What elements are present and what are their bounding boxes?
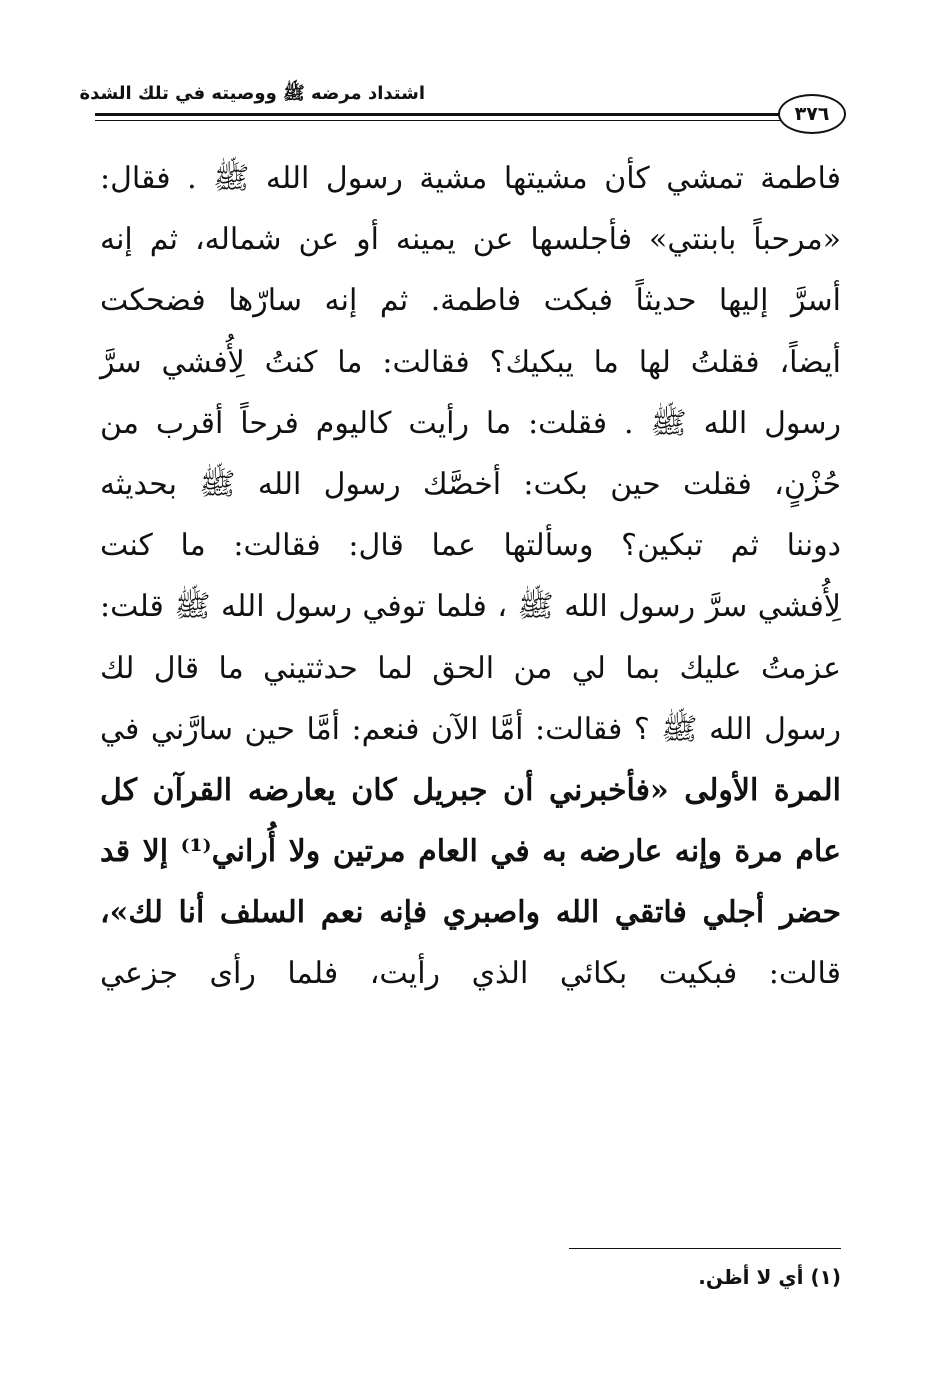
text-line-8: لِأُفشي سرَّ رسول الله ﷺ ، فلما توفي رسول الله ﷺ قلت: — [100, 589, 841, 625]
text-line-2: «مرحباً بابنتي» فأجلسها عن يمينه أو عن شماله، ثم إنه — [100, 222, 841, 258]
text-line-3: أسرَّ إليها حديثاً فبكت فاطمة. ثم إنه سارّها فضحكت — [100, 283, 841, 319]
footnote: (١) أي لا أظن. — [698, 1265, 841, 1289]
text-line-4: أيضاً، فقلتُ لها ما يبكيك؟ فقالت: ما كنتُ لِأُفشي سرَّ — [100, 344, 841, 380]
header-rule-thick — [95, 113, 785, 116]
footnote-separator — [569, 1248, 841, 1249]
page-number: ٣٧٦ — [778, 94, 846, 134]
text-line-13: حضر أجلي فاتقي الله واصبري فإنه نعم السلف أنا لك»، — [100, 895, 841, 931]
text-line-9: عزمتُ عليك بما لي من الحق لما حدثتيني ما قال لك — [100, 650, 841, 686]
text-line-7: دوننا ثم تبكين؟ وسألتها عما قال: فقالت: ما كنت — [100, 528, 841, 564]
text-line-1: فاطمة تمشي كأن مشيتها مشية رسول الله ﷺ . فقال: — [100, 161, 841, 196]
text-line-10: رسول الله ﷺ ؟ فقالت: أمَّا الآن فنعم: أمَّا حين سارَّني في — [100, 711, 841, 747]
page-header — [79, 82, 846, 125]
text-line-12: عام مرة وإنه عارضه به في العام مرتين ولا أُراني⁽¹⁾ إلا قد — [100, 834, 841, 870]
running-title: اشتداد مرضه ﷺ ووصيته في تلك الشدة — [79, 83, 425, 104]
header-rule-thin — [95, 120, 785, 121]
text-line-5: رسول الله ﷺ . فقلت: ما رأيت كاليوم فرحاً أقرب من — [100, 405, 841, 441]
text-line-6: حُزْنٍ، فقلت حين بكت: أخصَّك رسول الله ﷺ بحديثه — [100, 466, 841, 502]
main-text — [100, 148, 841, 1005]
text-line-14: قالت: فبكيت بكائي الذي رأيت، فلما رأى جزعي — [100, 956, 841, 992]
text-line-11: المرة الأولى «فأخبرني أن جبريل كان يعارضه القرآن كل — [100, 772, 841, 808]
